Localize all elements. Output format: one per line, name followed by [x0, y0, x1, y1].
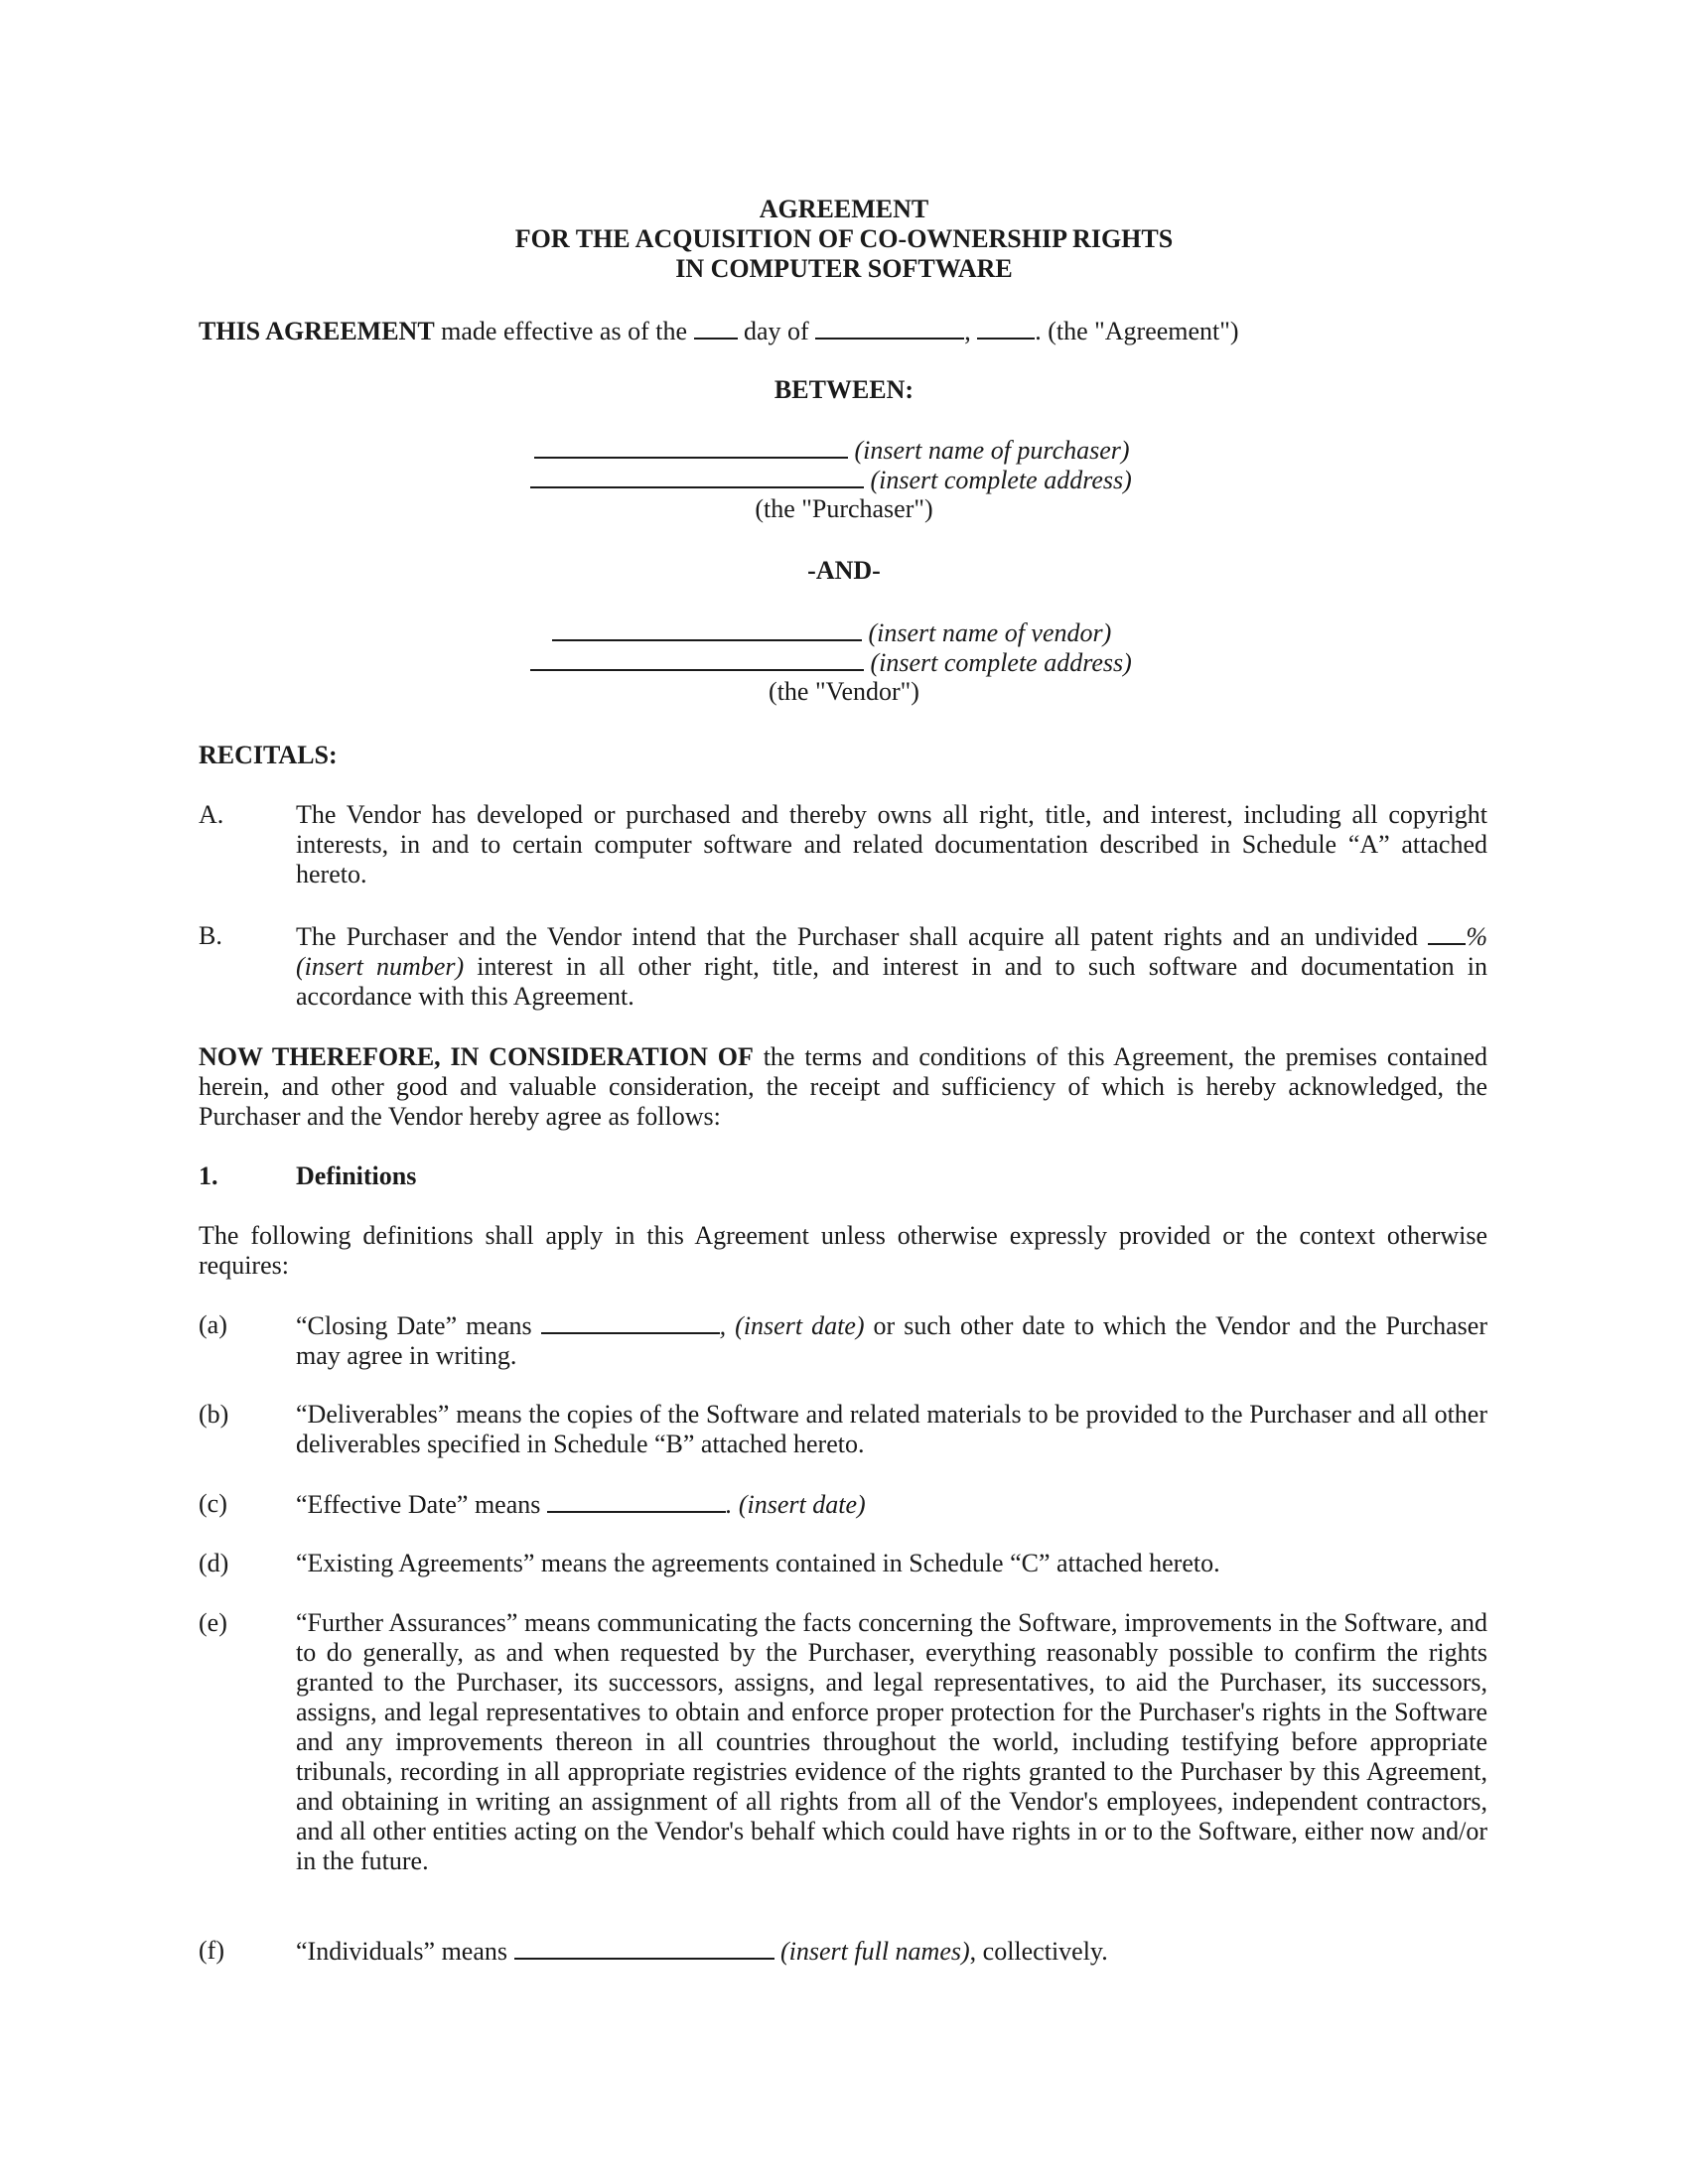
definition-b-text: “Deliverables” means the copies of the Software and related materials to be provided to the Purchaser and all other deliverables specified in Schedule “B” attached hereto.	[296, 1400, 1487, 1458]
title-line-3: IN COMPUTER SOFTWARE	[675, 254, 1013, 283]
definition-d-text: “Existing Agreements” means the agreements contained in Schedule “C” attached hereto.	[296, 1549, 1220, 1577]
title-line-1: AGREEMENT	[759, 195, 929, 223]
now-therefore-text: the terms and conditions of this Agreement, the premises contained herein, and other good and valuable consideration, the receipt and sufficiency of which is hereby acknowledged, the Purchaser and the Vendor hereby agree as follows:	[199, 1042, 1487, 1131]
purchaser-address-hint: (insert complete address)	[864, 466, 1132, 494]
recital-b-text	[296, 921, 1487, 1012]
definition-b-marker: (b)	[199, 1400, 229, 1429]
between-label: BETWEEN:	[774, 375, 914, 404]
intro-line	[199, 316, 1239, 346]
definition-f-text	[296, 1936, 1487, 1967]
definition-a-text	[296, 1310, 1487, 1371]
and-label: -AND-	[807, 556, 881, 585]
definition-c-hint: . (insert date)	[725, 1490, 866, 1519]
purchaser-name-line	[534, 435, 1130, 466]
purchaser-address-blank[interactable]	[530, 465, 864, 488]
year-blank[interactable]	[977, 316, 1035, 340]
purchaser-address-line	[530, 465, 1132, 495]
intro-agreement-tail: . (the "Agreement")	[1035, 317, 1239, 345]
day-blank[interactable]	[694, 316, 738, 340]
recital-b-before: The Purchaser and the Vendor intend that the Purchaser shall acquire all patent rights and an undivided	[296, 922, 1429, 951]
individuals-blank[interactable]	[514, 1936, 774, 1960]
purchaser-name-hint: (insert name of purchaser)	[848, 436, 1130, 465]
effective-date-blank[interactable]	[547, 1489, 726, 1513]
definition-a-before: “Closing Date” means	[296, 1311, 541, 1340]
vendor-name-blank[interactable]	[552, 617, 862, 641]
closing-date-blank[interactable]	[541, 1310, 720, 1334]
now-therefore-lead: NOW THEREFORE, IN CONSIDERATION OF	[199, 1042, 754, 1071]
vendor-defined-as: (the "Vendor")	[769, 677, 919, 706]
definition-a-marker: (a)	[199, 1310, 227, 1339]
percent-blank[interactable]	[1428, 921, 1466, 945]
vendor-address-hint: (insert complete address)	[864, 648, 1132, 677]
vendor-address-line	[530, 647, 1132, 678]
section-1-heading: Definitions	[296, 1161, 417, 1190]
vendor-address-blank[interactable]	[530, 647, 864, 671]
month-blank[interactable]	[815, 316, 964, 340]
definition-c-marker: (c)	[199, 1489, 227, 1518]
definition-c-before: “Effective Date” means	[296, 1490, 547, 1519]
recital-b-marker: B.	[199, 921, 222, 950]
vendor-name-line	[552, 617, 1111, 648]
definition-d-marker: (d)	[199, 1549, 229, 1577]
intro-comma: ,	[964, 317, 978, 345]
now-therefore-paragraph	[199, 1042, 1487, 1132]
purchaser-defined-as: (the "Purchaser")	[755, 494, 933, 523]
section-1-number: 1.	[199, 1161, 218, 1190]
definition-e-marker: (e)	[199, 1608, 227, 1637]
purchaser-name-blank[interactable]	[534, 435, 848, 459]
recital-b-after: interest in all other right, title, and interest in and to such software and documentation in accordance with this Agreement.	[296, 952, 1487, 1011]
vendor-name-hint: (insert name of vendor)	[862, 618, 1112, 647]
definition-f-hint: (insert full names)	[774, 1937, 970, 1966]
definition-f-after: , collectively.	[969, 1937, 1108, 1966]
title-line-2: FOR THE ACQUISITION OF CO-OWNERSHIP RIGHTS	[514, 224, 1174, 253]
definition-c-text	[296, 1489, 1487, 1520]
intro-day-of: day of	[737, 317, 816, 345]
definition-f-before: “Individuals” means	[296, 1937, 514, 1966]
recitals-heading: RECITALS:	[199, 741, 338, 769]
definition-a-after: or such other date to which the Vendor and the Purchaser may agree in writing.	[296, 1311, 1487, 1370]
definition-a-hint: , (insert date)	[719, 1311, 865, 1340]
intro-lead: THIS AGREEMENT	[199, 317, 435, 345]
recital-b-pct-hint: % (insert number)	[296, 922, 1487, 981]
recital-a-text: The Vendor has developed or purchased and thereby owns all right, title, and interest, including all copyright interests, in and to certain computer software and related documentation described in Schedule “A” attached hereto.	[296, 800, 1487, 888]
definitions-intro: The following definitions shall apply in this Agreement unless otherwise expressly provided or the context otherwise requires:	[199, 1221, 1487, 1280]
definition-e-text: “Further Assurances” means communicating the facts concerning the Software, improvements in the Software, and to do generally, as and when requested by the Purchaser, everything reasonably possible to confirm the rights granted to the Purchaser, its successors, assigns, and legal representatives, to aid the Purchaser, its successors, assigns, and legal representatives to obtain and enforce proper protection for the Purchaser's rights in the Software and any improvements thereon in all countries throughout the world, including testifying before appropriate tribunals, recording in all appropriate registries evidence of the rights granted to the Purchaser by this Agreement, and obtaining in writing an assignment of all rights from all of the Vendor's employees, independent contractors, and all other entities acting on the Vendor's behalf which could have rights in or to the Software, either now and/or in the future.	[296, 1608, 1487, 1875]
recital-a-marker: A.	[199, 800, 224, 829]
intro-made-effective: made effective as of the	[434, 317, 694, 345]
definition-f-marker: (f)	[199, 1936, 224, 1965]
